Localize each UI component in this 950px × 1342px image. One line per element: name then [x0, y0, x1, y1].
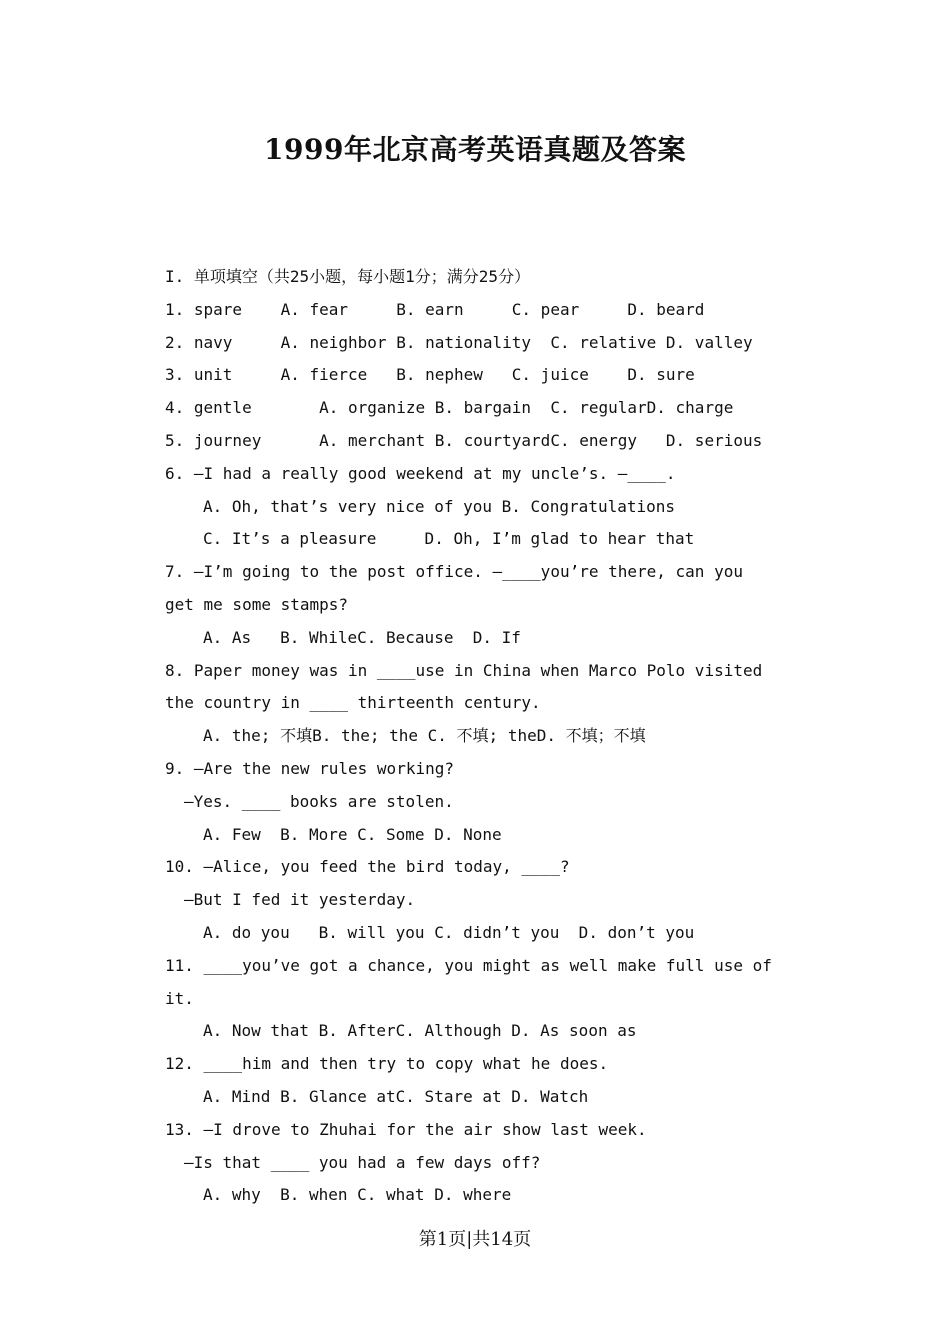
- document-line: 13. —I drove to Zhuhai for the air show last week.: [165, 1119, 647, 1139]
- document-line: A. Now that B. AfterC. Although D. As soon as: [203, 1021, 637, 1041]
- document-line: A. As B. WhileC. Because D. If: [203, 627, 521, 647]
- page-footer: 第1页|共14页: [418, 1229, 532, 1250]
- document-line: A. Mind B. Glance atC. Stare at D. Watch: [203, 1087, 589, 1106]
- document-line: 5. journey A. merchant B. courtyardC. energy D. serious: [165, 431, 763, 450]
- document-line: 12. ____him and then try to copy what he does.: [165, 1054, 609, 1074]
- document-title: 1999年北京高考英语真题及答案: [264, 133, 686, 166]
- document-line: it.: [165, 988, 194, 1008]
- document-line: 4. gentle A. organize B. bargain C. regularD. charge: [165, 398, 734, 418]
- document-line: A. why B. when C. what D. where: [203, 1185, 512, 1205]
- document-line: 7. —I’m going to the post office. —____you’re there, can you: [165, 562, 743, 582]
- document-line: A. the; 不填B. the; the C. 不填; theD. 不填；不填: [203, 726, 646, 746]
- document-line: —Is that ____ you had a few days off?: [184, 1152, 541, 1172]
- document-line: A. Few B. More C. Some D. None: [203, 824, 502, 844]
- document-line: 2. navy A. neighbor B. nationality C. relative D. valley: [165, 332, 753, 352]
- document-line: A. Oh, that’s very nice of you B. Congratulations: [203, 496, 676, 516]
- document-line: the country in ____ thirteenth century.: [165, 693, 541, 713]
- document-line: get me some stamps?: [165, 595, 349, 614]
- document-line: 6. —I had a really good weekend at my uncle’s. —____.: [165, 463, 676, 483]
- document-line: I. 单项填空（共25小题，每小题1分；满分25分）: [165, 267, 531, 286]
- document-line: —Yes. ____ books are stolen.: [184, 791, 454, 811]
- document-line: 10. —Alice, you feed the bird today, ____?: [165, 857, 570, 877]
- document-line: 11. ____you’ve got a chance, you might as well make full use of: [165, 955, 772, 975]
- document-line: 9. —Are the new rules working?: [165, 759, 454, 778]
- document-line: —But I fed it yesterday.: [184, 890, 416, 910]
- document-line: 3. unit A. fierce B. nephew C. juice D. sure: [165, 365, 695, 385]
- document-line: 8. Paper money was in ____use in China when Marco Polo visited: [165, 660, 763, 680]
- document-line: C. It’s a pleasure D. Oh, I’m glad to hear that: [203, 529, 695, 549]
- document-line: 1. spare A. fear B. earn C. pear D. beard: [165, 299, 705, 319]
- document-line: A. do you B. will you C. didn’t you D. don’t you: [203, 923, 695, 942]
